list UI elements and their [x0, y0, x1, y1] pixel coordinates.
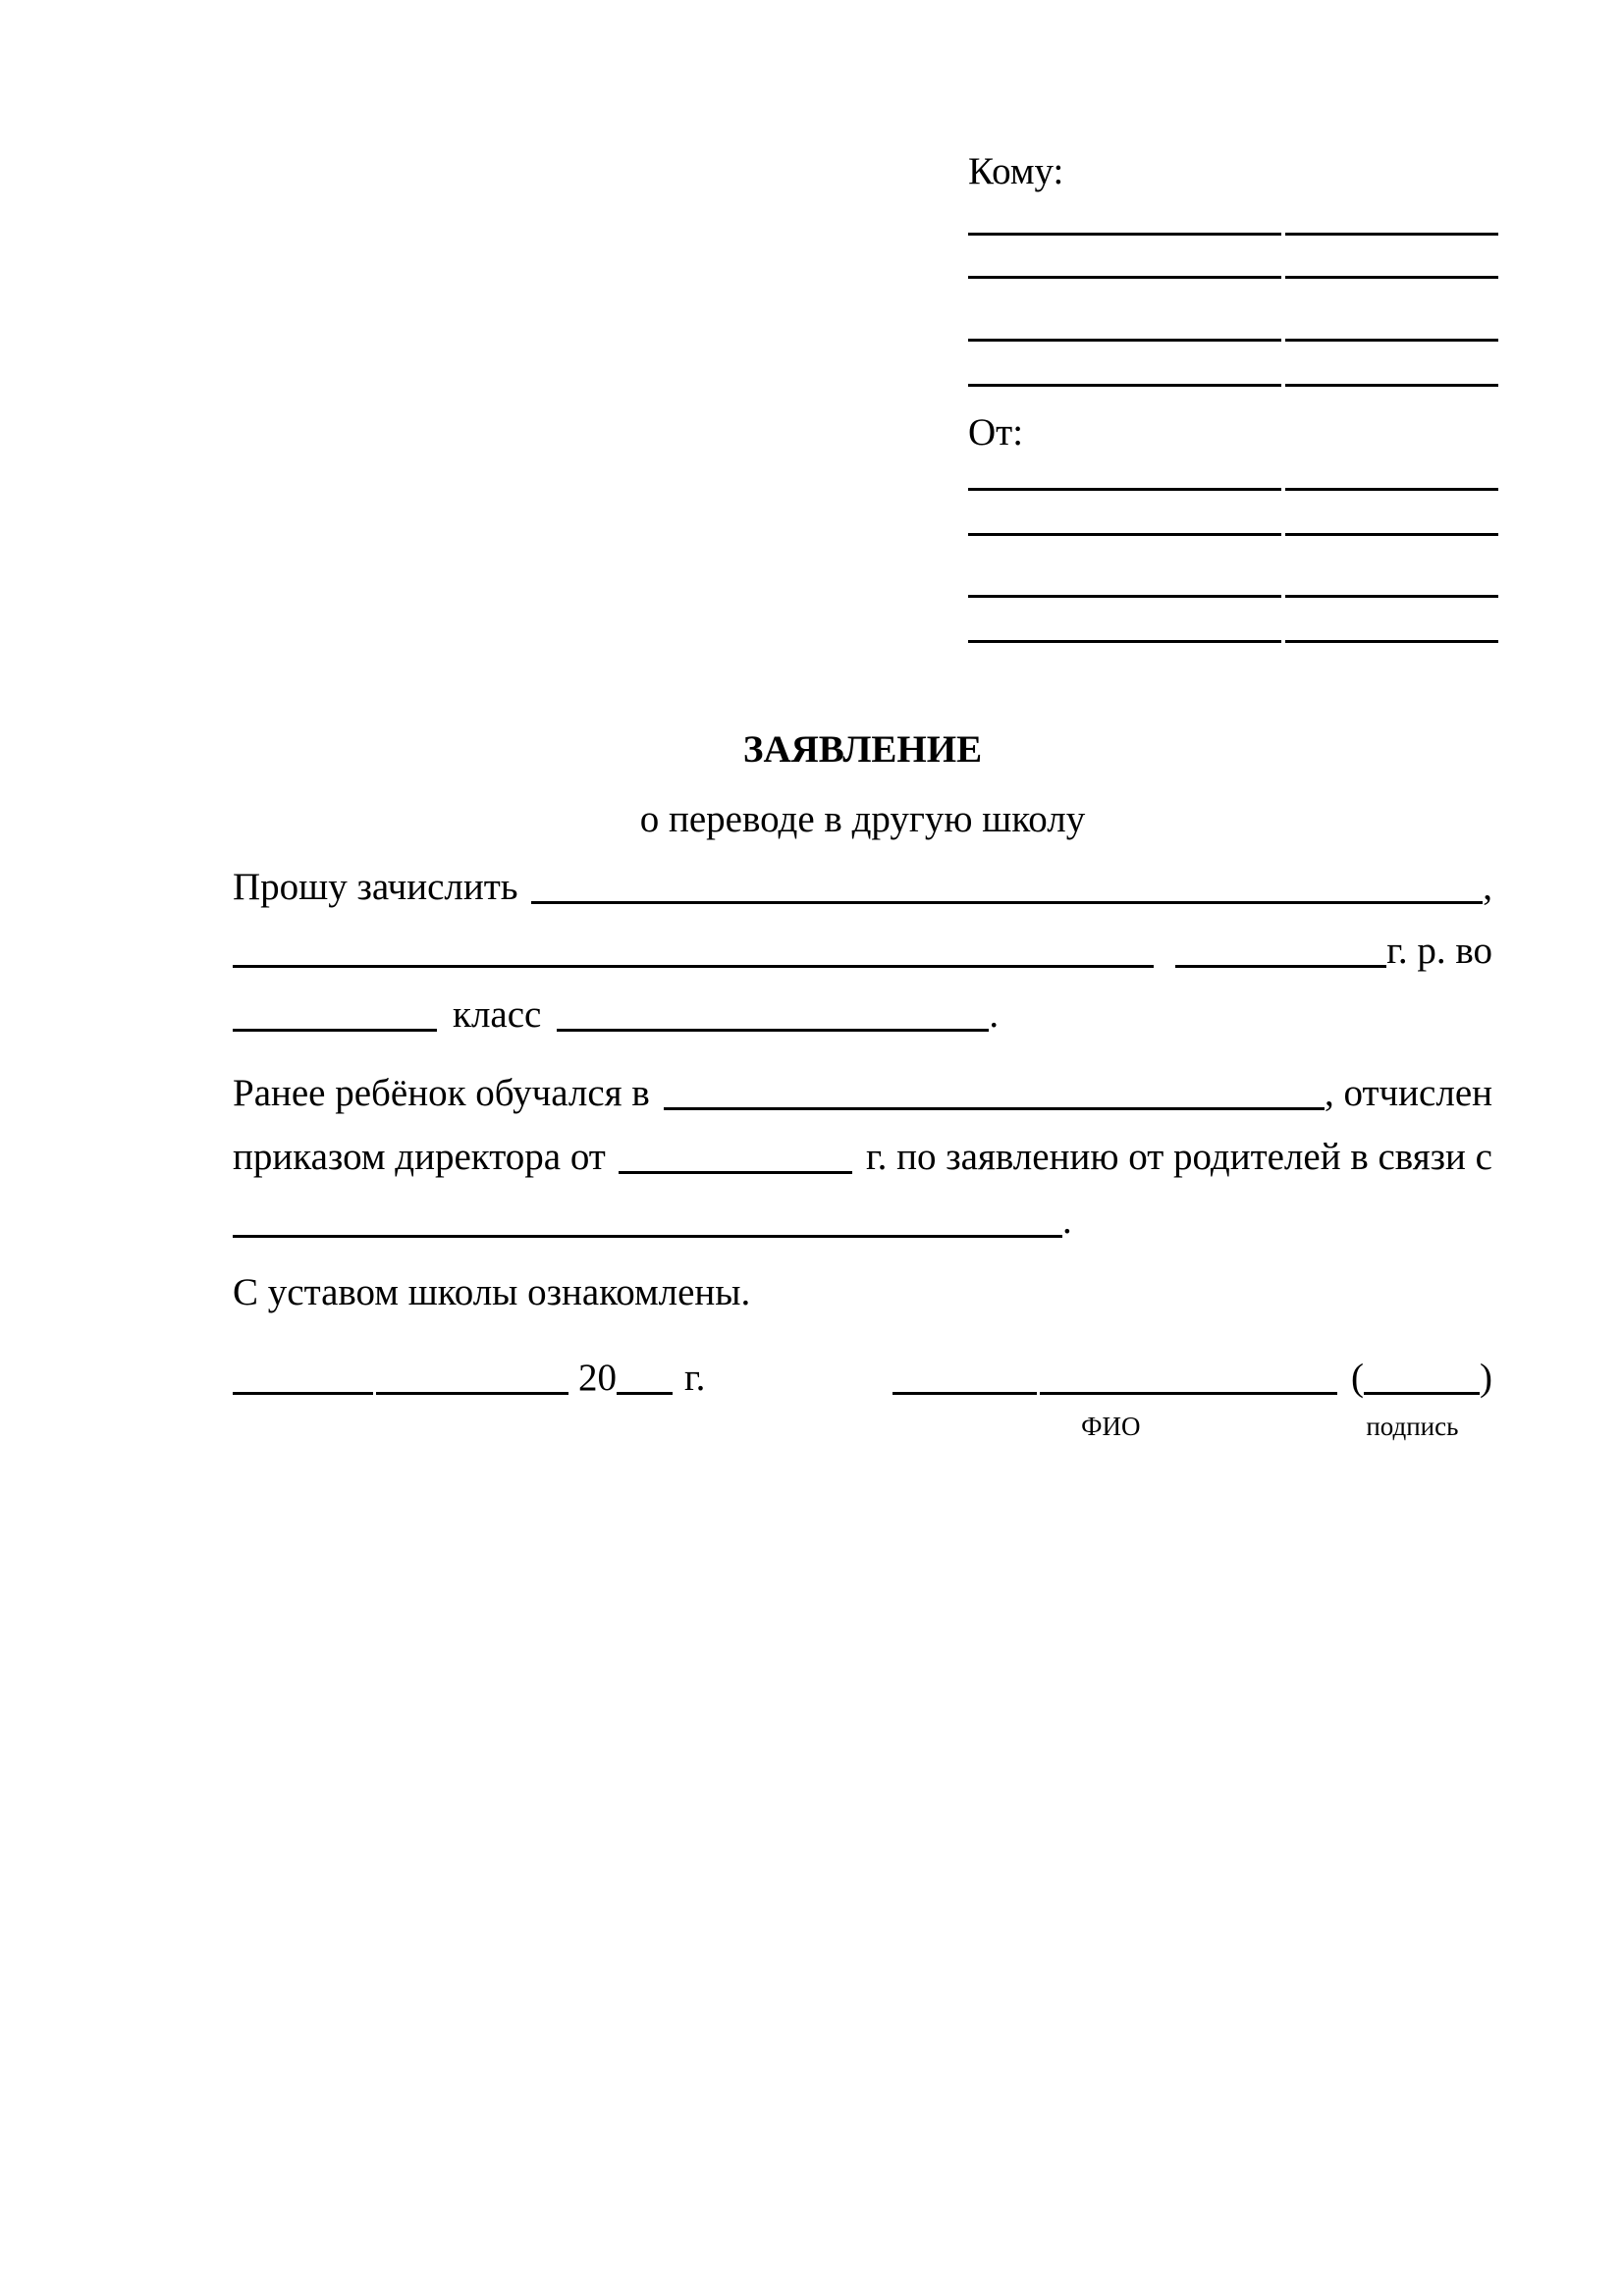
blank-line	[968, 533, 1498, 536]
text-fragment: С уставом школы ознакомлены.	[233, 1271, 751, 1313]
blank-field	[1364, 1392, 1480, 1395]
form-line	[233, 1125, 1492, 1189]
fio-caption: ФИО	[1081, 1412, 1141, 1441]
blank-field	[619, 1171, 852, 1174]
blank-line	[968, 233, 1498, 236]
form-line	[233, 983, 1492, 1046]
text-fragment: Ранее ребёнок обучался в	[233, 1072, 650, 1114]
blank-field	[233, 965, 1154, 968]
blank-field	[531, 901, 1483, 904]
form-line	[233, 1061, 1492, 1125]
text-fragment: .	[1062, 1200, 1072, 1242]
text-fragment: класс	[453, 993, 542, 1036]
text-fragment: 20	[578, 1357, 617, 1399]
from-label: От:	[968, 411, 1024, 454]
text-fragment: г.	[684, 1357, 706, 1399]
form-line	[233, 1260, 1492, 1324]
blank-field	[664, 1107, 1325, 1110]
document-title: ЗАЯВЛЕНИЕ	[742, 728, 983, 771]
blank-line	[968, 276, 1498, 279]
blank-line	[968, 488, 1498, 491]
blank-field	[617, 1392, 673, 1395]
blank-line	[968, 595, 1498, 598]
caption-row	[233, 1411, 1492, 1442]
title-block	[233, 728, 1492, 841]
text-fragment: , отчислен	[1325, 1072, 1492, 1114]
paragraph-request	[233, 855, 1492, 1046]
text-fragment: г. р. во	[1386, 930, 1492, 972]
signature-row	[233, 1346, 1492, 1410]
form-line	[233, 1346, 1492, 1410]
form-line	[233, 855, 1492, 919]
form-line	[233, 919, 1492, 983]
blank-field	[557, 1029, 989, 1032]
spacer	[233, 1411, 890, 1442]
blank-field	[233, 1392, 373, 1395]
blank-field	[893, 1392, 1037, 1395]
text-fragment: .	[989, 993, 1000, 1036]
paragraph-charter	[233, 1260, 1492, 1324]
blank-field	[1040, 1392, 1337, 1395]
blank-field	[1175, 965, 1386, 968]
blank-line	[968, 339, 1498, 342]
signature-caption: подпись	[1366, 1412, 1459, 1441]
paragraph-history	[233, 1061, 1492, 1253]
text-fragment: приказом директора от	[233, 1136, 606, 1178]
blank-field	[233, 1235, 1062, 1238]
blank-field	[233, 1029, 437, 1032]
text-fragment: ,	[1483, 866, 1492, 908]
blank-line	[968, 640, 1498, 643]
form-line	[233, 1189, 1492, 1253]
blank-line	[968, 384, 1498, 387]
text-fragment: (	[1351, 1357, 1364, 1399]
to-label: Кому:	[968, 150, 1064, 192]
text-fragment: )	[1480, 1357, 1492, 1399]
text-fragment: г. по заявлению от родителей в связи с	[866, 1136, 1492, 1178]
blank-field	[376, 1392, 568, 1395]
document-subtitle: о переводе в другую школу	[639, 798, 1086, 840]
text-fragment: Прошу зачислить	[233, 866, 518, 908]
